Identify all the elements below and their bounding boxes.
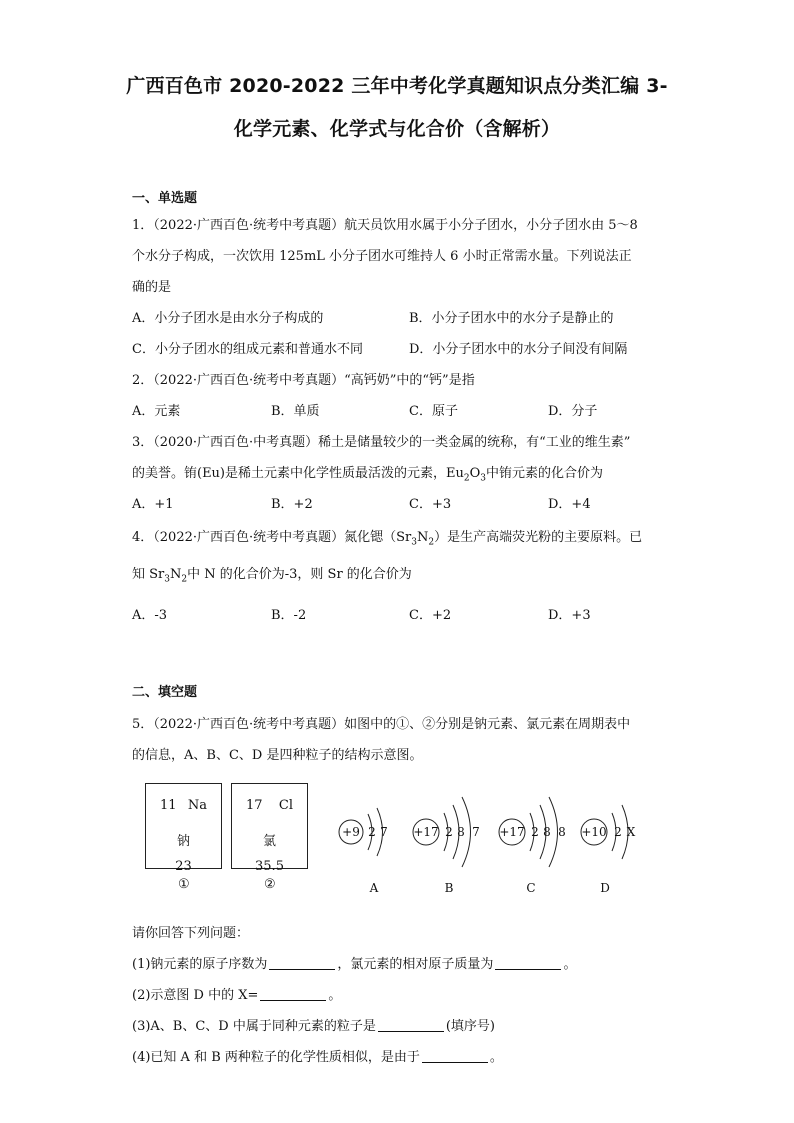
q5-sub3: (3)A、B、C、D 中属于同种元素的粒子是 (填序号) <box>132 1019 496 1034</box>
q4-stem-line1: 4．（2022·广西百色·统考中考真题）氮化锶$(Sr_3N_2)$是生产高端荧光粉的主要原料。已 <box>132 530 643 548</box>
nucleus-label-d: +10 <box>581 825 607 839</box>
element-mass: 35.5 <box>255 859 284 874</box>
electron-count: X <box>626 825 636 839</box>
q5-sub2: (2)示意图 D 中的 X= 。 <box>132 988 342 1003</box>
particle-caption-b: B <box>444 881 454 895</box>
nucleus-label-b: +17 <box>413 825 439 839</box>
electron-count: 8 <box>543 825 551 839</box>
electron-count: 7 <box>472 825 480 839</box>
q3-option-d: D．+4 <box>548 497 591 512</box>
element-number: 11 <box>160 798 177 813</box>
answer-blank-3[interactable] <box>260 988 326 1001</box>
electron-count: 2 <box>614 825 622 839</box>
electron-count: 8 <box>457 825 465 839</box>
q3-option-a: A．+1 <box>132 497 174 512</box>
nucleus-label-a: +9 <box>342 825 360 839</box>
answer-blank-1[interactable] <box>269 957 335 970</box>
particle-caption-a: A <box>369 881 379 895</box>
particle-diagrams <box>330 780 660 900</box>
element-name: 氯 <box>262 834 276 849</box>
caption-cell-2: ② <box>264 877 276 892</box>
q1-stem-line2: 个水分子构成，一次饮用 125mL 小分子团水可维持人 6 小时正常需水量。下列说法正 <box>132 249 632 264</box>
q2-option-a: A．元素 <box>132 404 181 419</box>
q2-option-d: D．分子 <box>548 404 598 419</box>
q4-option-b: B．-2 <box>271 608 307 623</box>
element-cell-sodium <box>145 783 222 874</box>
q4-option-a: A．-3 <box>132 608 168 623</box>
q1-option-d: D．小分子团水中的水分子间没有间隔 <box>409 342 628 357</box>
q4-option-c: C．+2 <box>409 608 452 623</box>
q5-prompt: 请你回答下列问题： <box>132 926 250 941</box>
q2-option-b: B．单质 <box>271 404 320 419</box>
section-heading-fill-blank: 二、填空题 <box>132 685 198 700</box>
element-cell-chlorine <box>231 783 308 874</box>
answer-blank-2[interactable] <box>495 957 561 970</box>
q4-stem-line2: 知 $Sr_3N_2$中 N 的化合价为-3，则 Sr 的化合价为 <box>132 567 412 585</box>
element-symbol: Na <box>187 798 207 813</box>
q3-stem-line2: 的美誉。铕(Eu)是稀土元素中化学性质最活泼的元素，$Eu_2O_3$中铕元素的化合价为 <box>132 466 604 484</box>
q3-option-c: C．+3 <box>409 497 452 512</box>
electron-count: 2 <box>531 825 539 839</box>
q1-option-c: C．小分子团水的组成元素和普通水不同 <box>132 342 363 357</box>
q3-option-b: B．+2 <box>271 497 313 512</box>
electron-count: 2 <box>445 825 453 839</box>
element-mass: 23 <box>175 859 192 874</box>
particle-caption-d: D <box>600 881 610 895</box>
q1-option-a: A．小分子团水是由水分子构成的 <box>132 311 324 326</box>
q5-stem-line2: 的信息，A、B、C、D 是四种粒子的结构示意图。 <box>132 748 423 763</box>
nucleus-label-c: +17 <box>499 825 525 839</box>
q4-option-d: D．+3 <box>548 608 591 623</box>
element-number: 17 <box>246 798 263 813</box>
q5-sub4: (4)已知 A 和 B 两种粒子的化学性质相似，是由于 。 <box>132 1050 503 1065</box>
q1-stem-line1: 1．（2022·广西百色·统考中考真题）航天员饮用水属于小分子团水，小分子团水由 5～8 <box>132 218 638 233</box>
electron-count: 8 <box>558 825 566 839</box>
element-name: 钠 <box>176 834 190 849</box>
electron-count: 2 <box>368 825 376 839</box>
answer-blank-4[interactable] <box>378 1019 444 1032</box>
q2-stem: 2．（2022·广西百色·统考中考真题）“高钙奶”中的“钙”是指 <box>132 373 475 388</box>
section-heading-single-choice: 一、单选题 <box>132 191 198 206</box>
element-symbol: Cl <box>278 798 293 813</box>
caption-cell-1: ① <box>178 877 190 892</box>
q2-option-c: C．原子 <box>409 404 458 419</box>
q1-option-b: B．小分子团水中的水分子是静止的 <box>409 311 614 326</box>
q5-sub1: (1)钠元素的原子序数为 ，氯元素的相对原子质量为 。 <box>132 957 577 972</box>
electron-count: 7 <box>380 825 388 839</box>
doc-title-line1: 广西百色市 2020-2022 三年中考化学真题知识点分类汇编 3- <box>126 75 668 97</box>
q1-stem-line3: 确的是 <box>132 280 172 295</box>
q3-stem-line1: 3．（2020·广西百色·中考真题）稀土是储量较少的一类金属的统称，有“工业的维生素” <box>132 435 631 450</box>
answer-blank-5[interactable] <box>422 1050 488 1063</box>
doc-title-line2: 化学元素、化学式与化合价（含解析） <box>233 118 561 140</box>
q5-stem-line1: 5．（2022·广西百色·统考中考真题）如图中的①、②分别是钠元素、氯元素在周期表中 <box>132 717 631 732</box>
particle-caption-c: C <box>526 881 536 895</box>
